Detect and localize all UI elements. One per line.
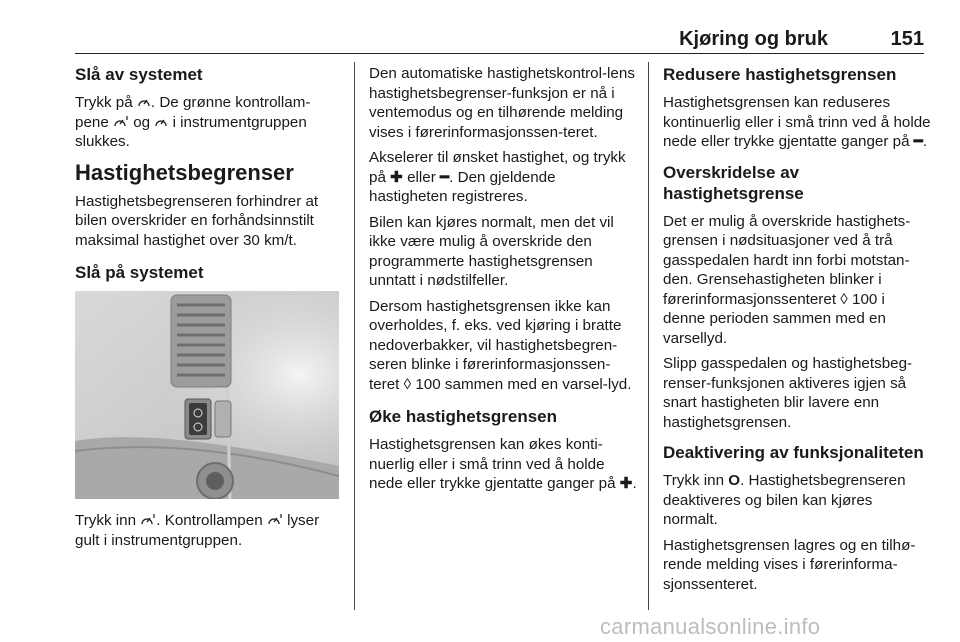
paragraph-accelerate: Akselerer til ønsket hastighet, og trykk på ✚ eller ━. Den gjeldende hastigheten registreres. [369,149,626,205]
dashboard-switch-photo [75,291,339,499]
reference-arrow-icon: ◊ [840,290,848,308]
column-1 [75,64,343,556]
speed-limiter-icon [137,96,151,108]
plus-icon: ✚ [619,475,633,492]
heading-speed-limiter: Hastighetsbegrenser [75,159,294,185]
paragraph-standby: Den automatiske hastighetskontrol-lens hastighetsbegrenser-funksjon er nå i ventemodus og en tilhørende melding vises i førerinformasjonssen-teret. [369,65,635,141]
column-divider-1 [354,62,355,610]
paragraph-increase: Hastighetsgrensen kan økes konti-nuerlig eller i små trinn ved å holde nede eller trykke gjentatte ganger på ✚. [369,436,637,492]
paragraph-drive: Bilen kan kjøres normalt, men det vil ikke være mulig å overskride den programmerte hastighetsgrensen unntatt i nødstilfeller. [369,213,614,289]
page-header [75,28,924,50]
watermark: carmanualsonline.info [600,614,821,639]
speed-limiter-lamp-icon [267,513,283,526]
paragraph-reduce: Hastighetsgrensen kan reduseres kontinuerlig eller i små trinn ved å holde nede eller trykke gjentatte ganger på ━. [663,94,931,150]
header-rule [75,53,924,54]
column-2 [369,64,637,500]
speed-limiter-lamp-icon [140,513,156,526]
heading-reduce: Redusere hastighetsgrensen [663,65,897,84]
paragraph-exceed: Dersom hastighetsgrensen ikke kan overholdes, f. eks. ved kjøring i bratte nedoverbakker, vil hastighetsbegren-seren blinke i førerinformasjonssen-teret ◊ 100 sammen med en varsel-lyd. [369,297,632,393]
column-divider-2 [648,62,649,610]
speed-limiter-lamp-icon [113,115,129,128]
page-number: 151 [890,28,924,50]
paragraph-exceed-limit: Det er mulig å overskride hastighets-grensen i nødsituasjoner ved å trå gasspedalen hardt inn forbi motstan-den. Grensehastigheten blinker i førerinformasjonssenteret ◊ 100 i denne perioden sammen med en varsellyd. [663,212,911,347]
heading-system-off: Slå av systemet [75,65,203,84]
heading-deactivate: Deaktivering av funksjonaliteten [663,443,924,462]
heading-exceed-limit: Overskridelse av hastighetsgrense [663,162,804,203]
heading-increase: Øke hastighetsgrensen [369,407,558,426]
heading-system-on: Slå på systemet [75,263,204,282]
circle-icon: O [728,472,741,489]
speed-limiter-icon [154,116,168,128]
column-3 [663,64,931,600]
paragraph-deactivate: Trykk inn O. Hastighetsbegrenseren deaktiveres og bilen kan kjøres normalt. [663,472,906,528]
minus-icon: ━ [440,168,450,186]
paragraph-saved: Hastighetsgrensen lagres og en tilhø-rende melding vises i førerinforma-sjonssenteret. [663,536,916,593]
paragraph-system-off: Trykk på . De grønne kontrollam-pene og i instrumentgruppen slukkes. [75,94,311,150]
paragraph-system-on: Trykk inn . Kontrollampen lyser gult i instrumentgruppen. [75,512,320,549]
reference-arrow-icon: ◊ [403,375,412,393]
paragraph-release: Slipp gasspedalen og hastighetsbeg-renser-funksjonen aktiveres igjen så snart hastigheten blir lavere enn hastighetsgrensen. [663,355,913,431]
section-title: Kjøring og bruk [679,28,828,50]
paragraph-intro: Hastighetsbegrenseren forhindrer at bilen overskrider en forhåndsinnstilt maksimal hastighet over 30 km/t. [75,192,319,249]
plus-icon: ✚ [390,168,403,186]
minus-icon: ━ [913,133,923,150]
